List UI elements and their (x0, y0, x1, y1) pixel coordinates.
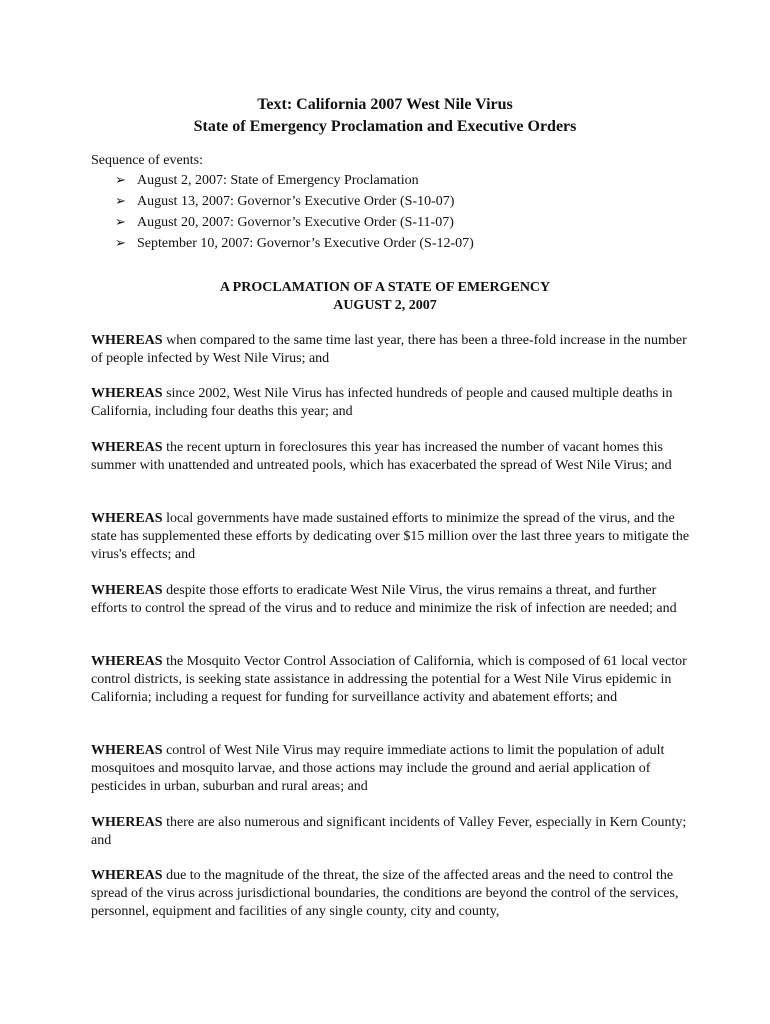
arrow-bullet-icon: ➢ (115, 214, 126, 229)
whereas-text: there are also numerous and significant incidents of Valley Fever, especially in Kern County; and (91, 815, 687, 848)
proclamation-heading: A PROCLAMATION OF A STATE OF EMERGENCY (219, 280, 551, 295)
event-text: August 2, 2007: State of Emergency Proclamation (137, 173, 419, 188)
whereas-lead: WHEREAS (91, 743, 163, 758)
whereas-text: when compared to the same time last year, there has been a three-fold increase in the number of people infected by West Nile Virus; and (91, 333, 687, 366)
whereas-text: since 2002, West Nile Virus has infected hundreds of people and caused multiple deaths in California, including four deaths this year; and (91, 386, 673, 419)
whereas-text: the Mosquito Vector Control Association of California, which is composed of 61 local vector control districts, is seeking state assistance in addressing the potential for a West Nile Virus epidemic in California; including a request for funding for surveillance activity and abatement efforts; and (91, 654, 687, 705)
proclamation-date: AUGUST 2, 2007 (333, 298, 437, 313)
whereas-lead: WHEREAS (91, 440, 163, 455)
arrow-bullet-icon: ➢ (115, 172, 126, 187)
whereas-paragraph (91, 385, 691, 421)
whereas-paragraph (91, 582, 691, 618)
event-item (115, 171, 474, 192)
whereas-text: control of West Nile Virus may require immediate actions to limit the population of adult mosquitoes and mosquito larvae, and those actions may include the ground and aerial application of pesticides in urban, suburban and rural areas; and (91, 743, 665, 794)
whereas-paragraph (91, 742, 691, 796)
whereas-text: due to the magnitude of the threat, the size of the affected areas and the need to control the spread of the virus across jurisdictional boundaries, the conditions are beyond the control of the services, personnel, equipment and facilities of any single county, city and county, (91, 868, 679, 919)
whereas-text: despite those efforts to eradicate West Nile Virus, the virus remains a threat, and further efforts to control the spread of the virus and to reduce and minimize the risk of infection are needed; and (91, 583, 677, 616)
whereas-lead: WHEREAS (91, 511, 163, 526)
whereas-text: local governments have made sustained efforts to minimize the spread of the virus, and the state has supplemented these efforts by dedicating over $15 million over the last three years to mitigate the virus's effects; and (91, 511, 690, 562)
whereas-text: the recent upturn in foreclosures this year has increased the number of vacant homes this summer with unattended and untreated pools, which has exacerbated the spread of West Nile Virus; and (91, 440, 672, 473)
event-item (115, 213, 474, 234)
document-title-line-1: Text: California 2007 West Nile Virus (257, 96, 513, 113)
whereas-lead: WHEREAS (91, 333, 163, 348)
sequence-label: Sequence of events: (91, 153, 203, 168)
whereas-paragraph (91, 814, 691, 850)
whereas-paragraph (91, 510, 691, 564)
document-title-line-2: State of Emergency Proclamation and Executive Orders (193, 118, 577, 135)
whereas-lead: WHEREAS (91, 386, 163, 401)
events-list (115, 171, 474, 255)
arrow-bullet-icon: ➢ (115, 193, 126, 208)
arrow-bullet-icon: ➢ (115, 235, 126, 250)
whereas-lead: WHEREAS (91, 815, 163, 830)
whereas-paragraph (91, 867, 691, 921)
event-text: August 13, 2007: Governor’s Executive Order (S-10-07) (137, 194, 455, 209)
event-item (115, 234, 474, 255)
whereas-paragraph (91, 653, 691, 707)
whereas-paragraph (91, 439, 691, 475)
whereas-paragraph (91, 332, 691, 368)
event-text: September 10, 2007: Governor’s Executive Order (S-12-07) (137, 236, 474, 251)
whereas-lead: WHEREAS (91, 868, 163, 883)
whereas-lead: WHEREAS (91, 583, 163, 598)
whereas-lead: WHEREAS (91, 654, 163, 669)
event-item (115, 192, 474, 213)
event-text: August 20, 2007: Governor’s Executive Order (S-11-07) (137, 215, 454, 230)
